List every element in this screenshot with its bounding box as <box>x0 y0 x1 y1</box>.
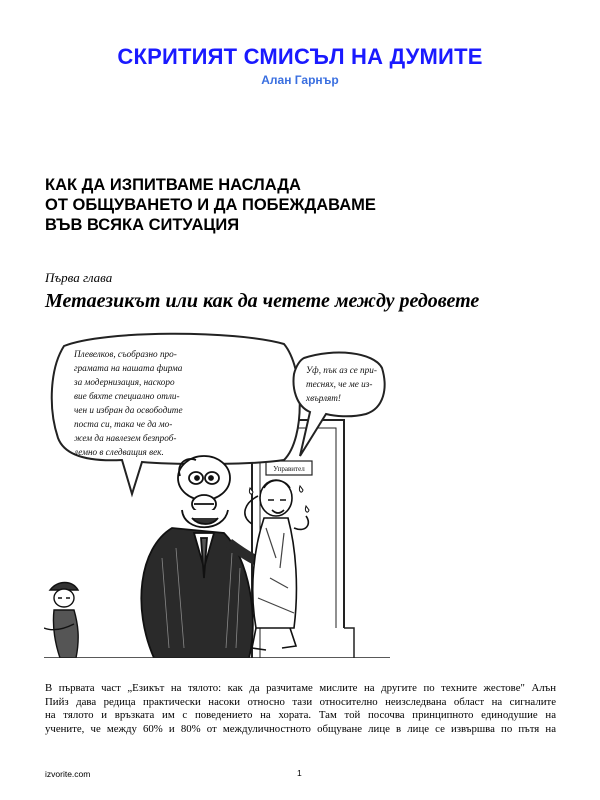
body-line: учените, че между 60% и 80% от междуличностното общуване лице в лице се извършва по пътя на <box>45 722 556 735</box>
door-sign <box>266 461 312 475</box>
bubble-line: хвърлят! <box>306 393 341 403</box>
chapter-title: Метаезикът или как да четете между редовете <box>45 290 480 312</box>
subtitle-line: ОТ ОБЩУВАНЕТО И ДА ПОБЕЖДАВАМЕ <box>45 196 376 214</box>
speech-bubble-employee <box>294 353 385 456</box>
bubble-line: поста си, така че да мо- <box>74 419 173 429</box>
subtitle-line: ВЪВ ВСЯКА СИТУАЦИЯ <box>45 216 240 234</box>
body-line: Пийз дава редица практически насоки относно тази относително неизследвана област на сигналите <box>45 695 556 708</box>
employee-figure <box>245 480 308 650</box>
footer-site: izvorite.com <box>45 769 91 779</box>
bubble-line: чен и избран да освободите <box>74 405 183 415</box>
bubble-line: теснях, че ме из- <box>306 379 373 389</box>
bubble-line: жем да навлезем безпроб- <box>74 433 177 443</box>
page-number: 1 <box>297 768 302 778</box>
bubble-line: Уф, пък аз се при- <box>306 365 377 375</box>
bubble-line: грамата на нашата фирма <box>74 363 183 373</box>
bubble-line: вие бяхте специално отли- <box>74 391 180 401</box>
body-paragraph <box>45 682 556 736</box>
subtitle-line: КАК ДА ИЗПИТВАМЕ НАСЛАДА <box>45 176 301 194</box>
bubble-line: Плевелков, съобразно про- <box>74 349 177 359</box>
chapter-label: Първа глава <box>45 270 113 285</box>
svg-text:Управител: Управител <box>273 465 305 473</box>
speech-bubble-boss <box>52 334 300 494</box>
bystander-figure <box>44 583 78 659</box>
cartoon-illustration <box>44 328 390 658</box>
bubble-line: лемно в следващия век. <box>74 447 164 457</box>
body-line: на тялото и връзката им с поведението на хората. Там той посочва принципното единодушие на <box>45 709 556 721</box>
book-subtitle <box>45 175 376 235</box>
book-author: Алан Гарнър <box>261 73 339 87</box>
bubble-line: за модернизация, наскоро <box>74 377 175 387</box>
book-title: СКРИТИЯТ СМИСЪЛ НА ДУМИТЕ <box>117 44 483 69</box>
body-line: В първата част „Езикът на тялото: как да разчитаме мислите на другите по техните жестове" Алън <box>45 682 556 694</box>
